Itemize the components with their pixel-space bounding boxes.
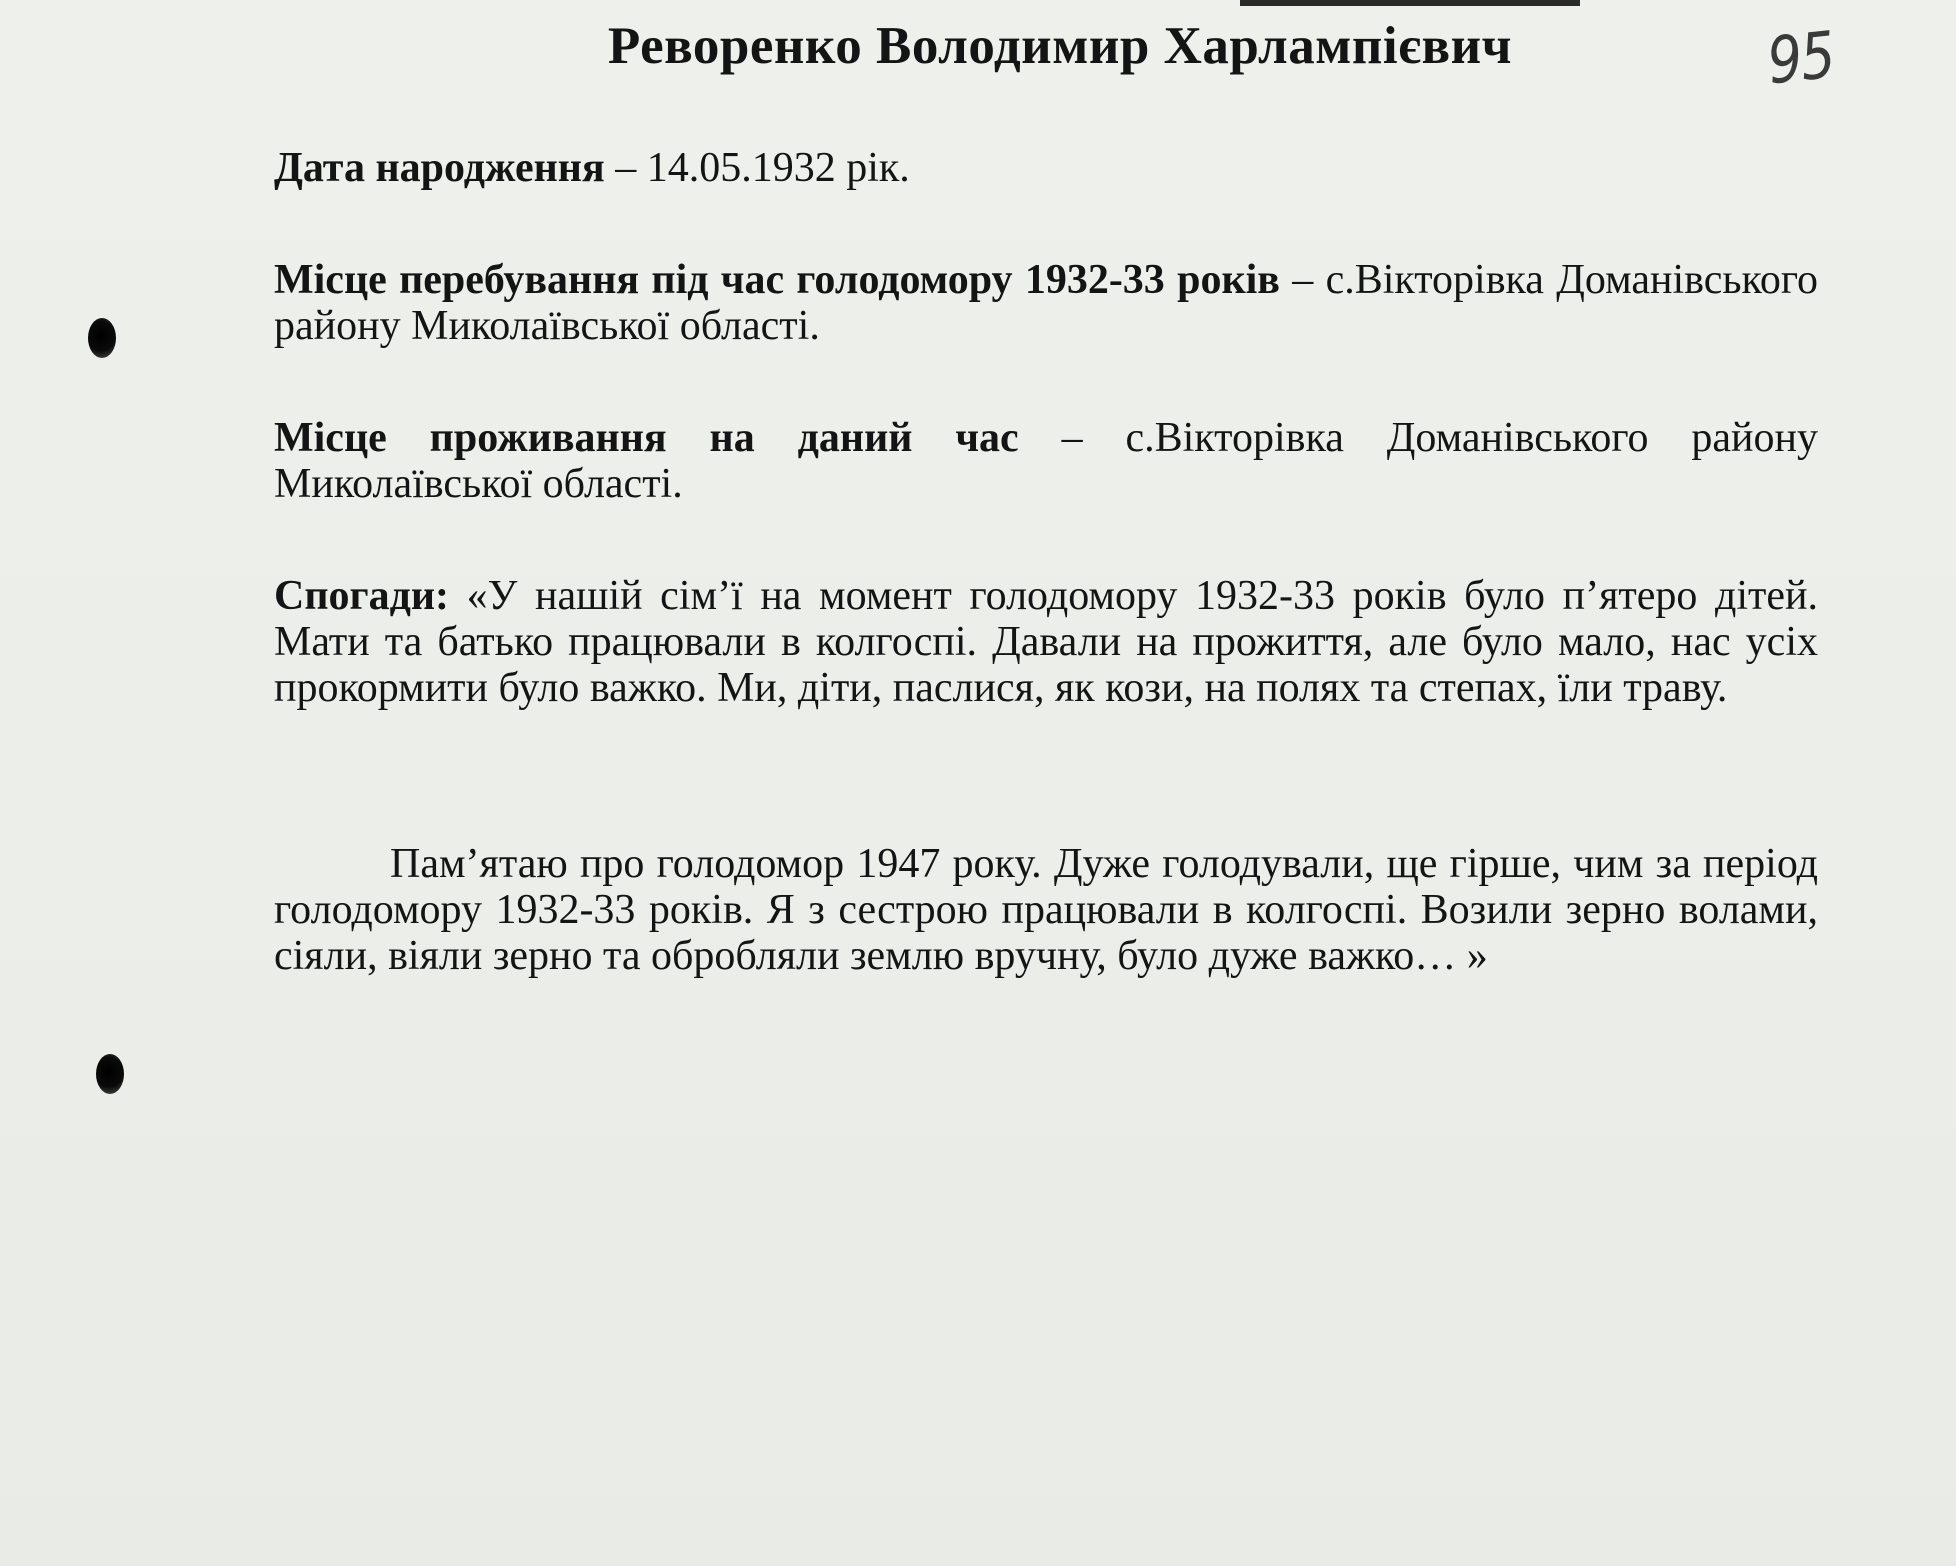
punch-hole-icon	[96, 1054, 124, 1094]
memories-paragraph	[274, 573, 1818, 711]
residence-separator: –	[1018, 415, 1126, 461]
residence-paragraph	[274, 415, 1818, 507]
birth-date-paragraph	[274, 145, 1818, 191]
scan-edge-strip	[1240, 0, 1580, 6]
famine-location-paragraph	[274, 257, 1818, 349]
memories-text-1: «У нашій сім’ї на момент голодомору 1932-33 років було п’ятеро дітей. Мати та батько працювали в колгоспі. Давали на прожиття, але було мало, нас усіх прокормити було важко. Ми, діти, паслися, як кози, на полях та степах, їли траву.	[274, 573, 1818, 711]
residence-label: Місце проживання на даний час	[274, 415, 1019, 461]
famine-location-value: с.Вікторівка Доманівського району Миколаївської області.	[274, 257, 1818, 349]
famine-location-separator: –	[1280, 257, 1326, 303]
handwritten-page-number: 95	[1764, 18, 1838, 100]
birth-date-label: Дата народження	[274, 145, 605, 191]
punch-hole-icon	[88, 318, 116, 358]
birth-date-value: 14.05.1932 рік.	[646, 145, 910, 191]
document-title: Реворенко Володимир Харлампієвич	[607, 17, 1513, 75]
famine-location-label: Місце перебування під час голодомору 1932-33 років	[274, 257, 1280, 303]
birth-date-separator: –	[604, 145, 647, 191]
residence-value: с.Вікторівка Доманівського району Миколаївської області.	[274, 415, 1818, 507]
memories-label: Спогади:	[274, 573, 450, 619]
memories-paragraph-2: Пам’ятаю про голодомор 1947 року. Дуже голодували, ще гірше, чим за період голодомору 1932-33 років. Я з сестрою працювали в колгоспі. Возили зерно волами, сіяли, віяли зерно та обробляли землю вручну, було дуже важко… »	[274, 841, 1818, 979]
